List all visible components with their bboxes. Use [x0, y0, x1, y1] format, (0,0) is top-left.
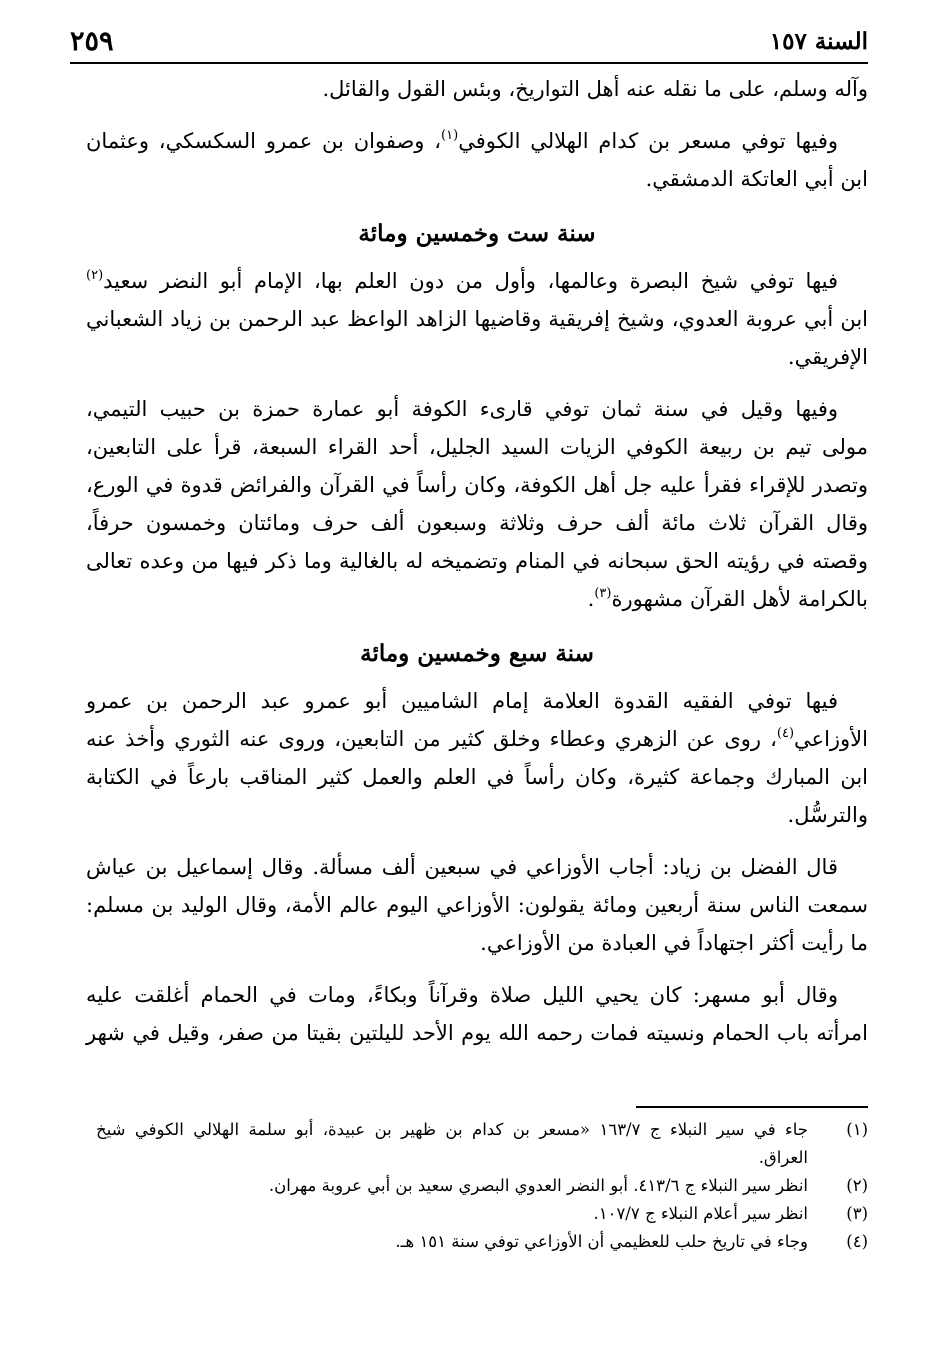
text-line: الإفريقي.: [787, 345, 868, 369]
text-line: ابن أبي العاتكة الدمشقي.: [645, 167, 868, 191]
footnote-number: (٢): [846, 1176, 868, 1195]
section-heading: سنة سبع وخمسين ومائة: [360, 640, 594, 667]
footnote: [96, 1172, 868, 1200]
text-line: الأوزاعي$^{(٤)}$، روى عن الزهري وعطاء وخلق كثير من التابعين، وروى عنه الثوري وأخذ عنه: [86, 726, 868, 751]
footnote: [96, 1116, 868, 1172]
paragraph: [86, 390, 868, 618]
text-line: قال الفضل بن زياد: أجاب الأوزاعي في سبعين ألف مسألة. وقال إسماعيل بن عياش: [86, 855, 838, 879]
footnote-text: وجاء في تاريخ حلب للعظيمي أن الأوزاعي توفي سنة ١٥١ هـ.: [395, 1232, 808, 1251]
text-line: وآله وسلم، على ما نقله عنه أهل التواريخ، وبئس القول والقائل.: [322, 77, 868, 101]
text-line: مولى تيم بن ربيعة الكوفي الزيات السيد الجليل، أحد القراء السبعة، قرأ على التابعين،: [86, 435, 868, 459]
text-line: بالكرامة لأهل القرآن مشهورة$^{(٣)}$.: [587, 586, 868, 611]
footnote-text: جاء في سير النبلاء ج ١٦٣/٧ «مسعر بن كدام بن ظهير بن عبيدة، أبو سلمة الهلالي الكوفي شيخ: [96, 1120, 808, 1139]
paragraph: [86, 848, 868, 962]
text-line: فيها توفي شيخ البصرة وعالمها، وأول من دون العلم بها، الإمام أبو النضر سعيد$^{(٢)}$: [86, 268, 838, 293]
footnote-text: العراق.: [758, 1148, 808, 1167]
footnote-text: انظر سير النبلاء ج ٤١٣/٦. أبو النضر العدوي البصري سعيد بن أبي عروبة مهران.: [268, 1176, 808, 1195]
text-line: وفيها توفي مسعر بن كدام الهلالي الكوفي$^{(١)}$، وصفوان بن عمرو السكسكي، وعثمان: [86, 128, 838, 153]
text-line: وقال أبو مسهر: كان يحيي الليل صلاة وقرآناً وبكاءً، ومات في الحمام أغلقت عليه: [86, 983, 838, 1007]
page-number: ٢٥٩: [70, 26, 114, 57]
footnote-separator: [636, 1106, 868, 1108]
text-line: وفيها وقيل في سنة ثمان توفي قارىء الكوفة أبو عمارة حمزة بن حبيب التيمي،: [86, 397, 838, 421]
paragraph: [86, 122, 868, 198]
footnote-number: (٣): [846, 1204, 868, 1223]
header-title: السنة ١٥٧: [769, 28, 868, 55]
text-line: وقصته في رؤيته الحق سبحانه في المنام وتضميخه له بالغالية وما ذكر فيها من وعده تعالى: [86, 549, 868, 573]
footnote-number: (٤): [846, 1232, 868, 1251]
paragraph: [86, 70, 868, 108]
footnote-text: انظر سير أعلام النبلاء ج ١٠٧/٧.: [593, 1204, 808, 1223]
footnote-ref: (٤): [776, 726, 795, 741]
text-line: سمعت الناس سنة أربعين ومائة يقولون: الأوزاعي اليوم عالم الأمة، وقال الوليد بن مسلم:: [86, 893, 868, 917]
footnote: [96, 1228, 868, 1256]
text-line: فيها توفي الفقيه القدوة العلامة إمام الشاميين أبو عمرو عبد الرحمن بن عمرو: [86, 689, 838, 713]
text-line: والترسُّل.: [787, 803, 868, 827]
footnote-ref: (٢): [86, 268, 104, 283]
paragraph: [86, 976, 868, 1052]
main-text: [86, 70, 868, 1052]
text-line: ما رأيت أكثر اجتهاداً في العبادة من الأوزاعي.: [480, 931, 868, 955]
running-header: [70, 26, 868, 64]
text-line: ابن المبارك وجماعة كثيرة، وكان رأساً في العلم والعمل كثير المناقب بارعاً في الكتابة: [86, 765, 868, 789]
text-line: وتصدر للإقراء فقرأ عليه جل أهل الكوفة، وكان رأساً في القرآن والفرائض قدوة في الورع،: [86, 473, 868, 497]
footnote: [96, 1200, 868, 1228]
footnotes: [96, 1116, 868, 1256]
paragraph: [86, 262, 868, 376]
section-heading: سنة ست وخمسين ومائة: [358, 220, 596, 247]
footnote-number: (١): [846, 1120, 868, 1139]
footnote-ref: (١): [441, 128, 459, 143]
text-line: امرأته باب الحمام ونسيته فمات رحمه الله يوم الأحد لليلتين بقيتا من صفر، وقيل في شهر: [86, 1021, 868, 1045]
footnote-ref: (٣): [594, 586, 612, 601]
text-line: ابن أبي عروبة العدوي، وشيخ إفريقية وقاضيها الزاهد الواعظ عبد الرحمن بن زياد الشعباني: [86, 307, 868, 331]
text-line: وقال القرآن ثلاث مائة ألف حرف وثلاثة وسبعون ألف حرف ومائتان وخمسون حرفاً،: [86, 511, 868, 535]
paragraph: [86, 682, 868, 834]
